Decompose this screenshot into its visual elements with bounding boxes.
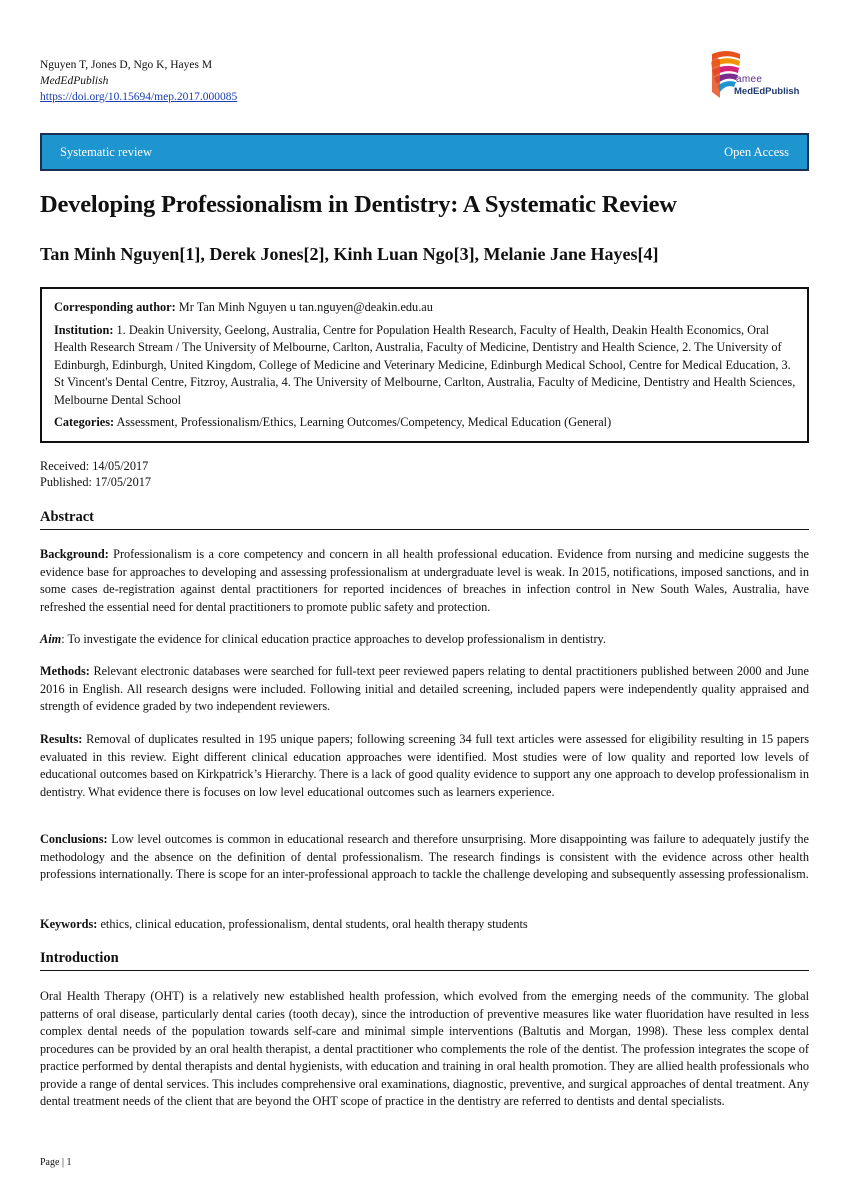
- open-access-label: Open Access: [724, 145, 789, 159]
- paper-authors: Tan Minh Nguyen[1], Derek Jones[2], Kinh Luan Ngo[3], Melanie Jane Hayes[4]: [40, 244, 659, 264]
- introduction-paragraph: Oral Health Therapy (OHT) is a relatively new established health profession, which evolved from the emerging needs of the community. The global patterns of oral disease, particularly dental caries (tooth decay), since the introduction of preventive measures like water fluoridation have resulted in less complex dental needs of the population towards self-care and minimal simple interventions (Baltutis and Morgan, 1998). These less complex dental procedures can be provided by an oral health therapist, a dental practitioner who complements the role of the dentist. The profession integrates the scope of practice performed by dental therapists and dental hygienists, with education and training in oral health promotion. They are allied health professionals who provide a range of dental services. This includes comprehensive oral examinations, diagnostic, preventive, and surgical approaches of dental treatment. Any dental treatment needs of the client that are beyond the OHT scope of practice in the dentistry are referred to dentists and dental specialists.: [40, 989, 809, 1108]
- publication-dates: [40, 458, 151, 490]
- introduction-heading: Introduction: [40, 950, 809, 971]
- abstract-heading: Abstract: [40, 509, 809, 530]
- abstract-conclusions: Conclusions: Low level outcomes is common in educational research and therefore unsurprising. More disappointing was failure to adequately justify the methodology and the absence on the definition of dental professionalism. The research findings is consistent with the evidence across other health professions internationally. There is scope for an inter-professional approach to tackle the challenge developing and subsequently assessing professionalism.: [40, 832, 809, 881]
- journal-name: MedEdPublish: [40, 75, 109, 87]
- received-date: Received: 14/05/2017: [40, 459, 149, 473]
- article-type-bar: [40, 133, 809, 171]
- corresponding-author: Corresponding author: Mr Tan Minh Nguyen u tan.nguyen@deakin.edu.au: [54, 300, 433, 314]
- abstract-results: Results: Removal of duplicates resulted in 195 unique papers; following screening 34 full text articles were assessed for eligibility resulting in 15 papers evaluated in this review. Eight different clinical education approaches were identified. Most studies were of low quality and reported low levels of educational outcomes based on Kirkpatrick’s Hierarchy. There is a lack of good quality evidence to support any one approach to develop professionalism in dentistry. What evidence there is focuses on low level educational outcomes such as learners experience.: [40, 732, 809, 799]
- page-number: Page | 1: [40, 1157, 72, 1168]
- paper-title: Developing Professionalism in Dentistry: A Systematic Review: [40, 191, 677, 218]
- article-type-label: Systematic review: [60, 145, 152, 159]
- mededpublish-logo: [706, 46, 810, 110]
- categories: Categories: Assessment, Professionalism/Ethics, Learning Outcomes/Competency, Medical Education (General): [54, 415, 612, 429]
- abstract-keywords: Keywords: ethics, clinical education, professionalism, dental students, oral health therapy students: [40, 917, 528, 931]
- logo-amee-text: amee: [736, 74, 763, 85]
- citation-authors: Nguyen T, Jones D, Ngo K, Hayes M: [40, 59, 213, 71]
- abstract-aim: Aim: To investigate the evidence for clinical education practice approaches to develop professionalism in dentistry.: [40, 632, 606, 646]
- doi-link[interactable]: https://doi.org/10.15694/mep.2017.000085: [40, 91, 238, 103]
- citation-block: [40, 57, 237, 105]
- abstract-methods: Methods: Relevant electronic databases were searched for full-text peer reviewed papers relating to dental practitioners published between 2000 and June 2016 in English. All research designs were included. Following initial and detailed screening, included papers were independently quality appraised and strength of evidence graded by two independent reviewers.: [40, 664, 809, 713]
- author-info-box: [40, 287, 809, 443]
- logo-mededpublish-text: MedEdPublish: [734, 86, 800, 97]
- abstract-background: Background: Professionalism is a core competency and concern in all health professional education. Evidence from nursing and medicine suggests the evidence base for approaches to developing and assessing professionalism at undergraduate level is weak. In 2015, notifications, imposed sanctions, and in some cases de-registration against dental practitioners for reported incidences of breaches in infection control in New South Wales, Australia, have refreshed the essential need for dental practitioners to promote public safety and protection.: [40, 547, 809, 614]
- published-date: Published: 17/05/2017: [40, 475, 152, 489]
- institution: Institution: 1. Deakin University, Geelong, Australia, Centre for Population Health Research, Faculty of Health, Deakin Health Economics, Oral Health Research Stream / The University of Melbourne, Carlton, Australia, Faculty of Medicine, Dentistry and Health Science, 2. The University of Edinburgh, Edinburgh, United Kingdom, College of Medicine and Veterinary Medicine, Edinburgh Medical School, Centre for Medical Education, 3. St Vincent's Dental Centre, Fitzroy, Australia, 4. The University of Melbourne, Carlton, Australia, Faculty of Medicine, Dentistry and Health Sciences, Melbourne Dental School: [54, 322, 796, 407]
